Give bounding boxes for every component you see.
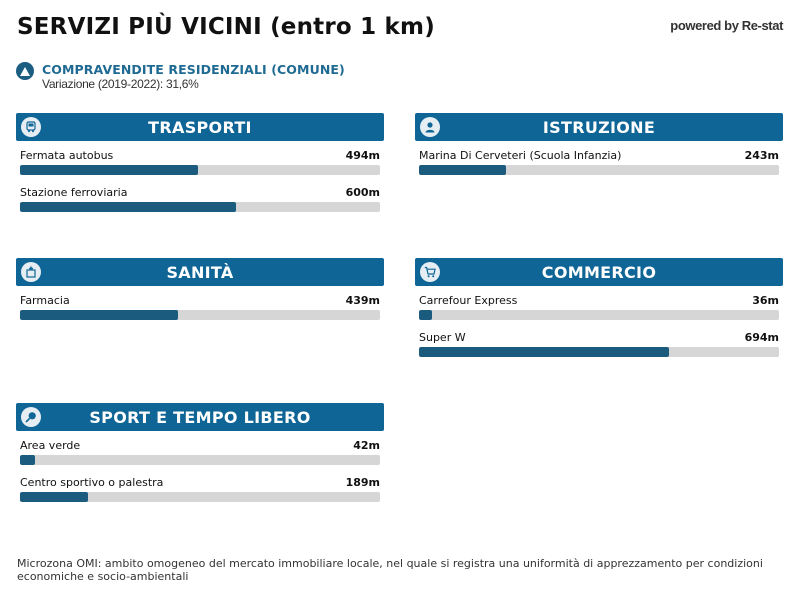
service-distance: 439m	[345, 294, 380, 307]
section-commercio	[415, 258, 783, 360]
service-item	[20, 468, 380, 505]
section-title: COMMERCIO	[541, 262, 657, 282]
service-label: Area verde	[20, 439, 81, 452]
distance-bar	[20, 202, 380, 212]
bus-icon	[21, 117, 41, 137]
page-title: SERVIZI PIÙ VICINI (entro 1 km)	[17, 14, 435, 40]
stat-title: COMPRAVENDITE RESIDENZIALI (COMUNE)	[42, 62, 345, 77]
distance-bar-fill	[20, 310, 178, 320]
triangle-icon	[16, 62, 34, 80]
student-icon	[420, 117, 440, 137]
service-label: Stazione ferroviaria	[20, 186, 128, 199]
service-label: Centro sportivo o palestra	[20, 476, 164, 489]
service-label: Farmacia	[20, 294, 70, 307]
section-header	[415, 258, 783, 286]
service-distance: 494m	[345, 149, 380, 162]
distance-bar-fill	[20, 165, 198, 175]
section-sanita	[16, 258, 384, 323]
powered-by-logo: powered by Re-stat	[670, 18, 783, 33]
distance-bar	[20, 165, 380, 175]
section-istruzione	[415, 113, 783, 178]
distance-bar	[20, 310, 380, 320]
service-item	[20, 431, 380, 468]
distance-bar-fill	[20, 455, 35, 465]
distance-bar	[419, 310, 779, 320]
service-item	[419, 286, 779, 323]
distance-bar-fill	[419, 165, 506, 175]
section-header	[16, 403, 384, 431]
distance-bar-fill	[419, 347, 669, 357]
distance-bar-fill	[20, 492, 88, 502]
service-item	[20, 286, 380, 323]
service-item	[20, 141, 380, 178]
cart-icon	[420, 262, 440, 282]
section-header	[16, 258, 384, 286]
footnote: Microzona OMI: ambito omogeneo del mercato immobiliare locale, nel quale si registra una uniformità di apprezzamento per condizioni economiche e socio-ambientali	[17, 557, 763, 583]
section-title: TRASPORTI	[148, 117, 252, 137]
service-distance: 36m	[752, 294, 779, 307]
distance-bar	[419, 165, 779, 175]
service-item	[20, 178, 380, 215]
service-distance: 189m	[345, 476, 380, 489]
distance-bar	[419, 347, 779, 357]
hospital-icon	[21, 262, 41, 282]
section-trasporti	[16, 113, 384, 215]
distance-bar	[20, 492, 380, 502]
section-title: ISTRUZIONE	[542, 117, 656, 137]
stat-subtitle: Variazione (2019-2022): 31,6%	[42, 77, 199, 91]
distance-bar	[20, 455, 380, 465]
service-distance: 600m	[345, 186, 380, 199]
service-distance: 694m	[744, 331, 779, 344]
service-distance: 243m	[744, 149, 779, 162]
service-label: Carrefour Express	[419, 294, 518, 307]
section-header	[415, 113, 783, 141]
distance-bar-fill	[20, 202, 236, 212]
section-title: SPORT E TEMPO LIBERO	[89, 407, 311, 427]
service-label: Super W	[419, 331, 466, 344]
section-sport	[16, 403, 384, 505]
service-distance: 42m	[353, 439, 380, 452]
section-title: SANITÀ	[166, 262, 234, 282]
service-item	[419, 323, 779, 360]
tennis-icon	[21, 407, 41, 427]
service-label: Marina Di Cerveteri (Scuola Infanzia)	[419, 149, 622, 162]
service-label: Fermata autobus	[20, 149, 114, 162]
service-item	[419, 141, 779, 178]
section-header	[16, 113, 384, 141]
distance-bar-fill	[419, 310, 432, 320]
